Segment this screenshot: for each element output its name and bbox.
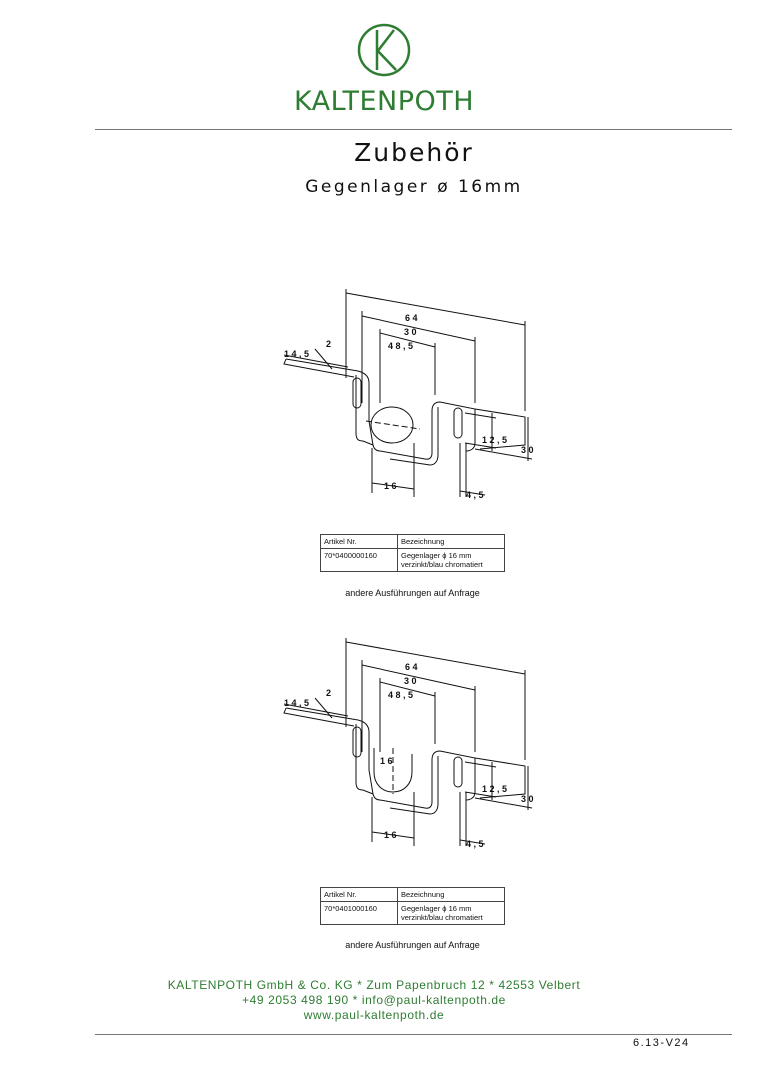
header-designation: Bezeichnung xyxy=(398,888,505,902)
article-number: 70*0400000160 xyxy=(321,549,398,572)
dim-30: 3 0 xyxy=(404,676,417,686)
dim-12-5: 1 2 , 5 xyxy=(482,435,508,445)
article-description xyxy=(398,549,505,572)
article-table-2 xyxy=(320,887,505,925)
header-divider xyxy=(95,129,732,130)
header-article-no: Artikel Nr. xyxy=(321,535,398,549)
description-line2: verzinkt/blau chromatiert xyxy=(401,913,483,922)
dim-12-5: 1 2 , 5 xyxy=(482,784,508,794)
dim-4-5: 4 , 5 xyxy=(466,490,484,500)
dim-64: 6 4 xyxy=(405,313,418,323)
article-number: 70*0401000160 xyxy=(321,902,398,925)
dim-64: 6 4 xyxy=(405,662,418,672)
footer-contact: +49 2053 498 190 * info@paul-kaltenpoth.de xyxy=(242,993,506,1007)
availability-note-1: andere Ausführungen auf Anfrage xyxy=(345,588,480,598)
page-subtitle: Gegenlager ø 16mm xyxy=(305,177,523,197)
dim-16: 1 6 xyxy=(384,481,397,491)
company-logo xyxy=(0,20,768,82)
article-description xyxy=(398,902,505,925)
footer-divider xyxy=(95,1034,732,1035)
dim-4-5: 4 , 5 xyxy=(466,839,484,849)
footer-website: www.paul-kaltenpoth.de xyxy=(303,1008,445,1022)
description-line1: Gegenlager ϕ 16 mm xyxy=(401,551,472,560)
availability-note-2: andere Ausführungen auf Anfrage xyxy=(345,940,480,950)
dim-2: 2 xyxy=(326,688,332,698)
dim-48-5: 4 8 , 5 xyxy=(388,690,414,700)
dim-30-height: 3 0 xyxy=(521,794,534,804)
description-line2: verzinkt/blau chromatiert xyxy=(401,560,483,569)
logo-k-icon xyxy=(356,20,412,82)
description-line1: Gegenlager ϕ 16 mm xyxy=(401,904,472,913)
brand-name: KALTENPOTH xyxy=(293,86,475,117)
dim-30: 3 0 xyxy=(404,327,417,337)
dim-16-inner: 1 6 xyxy=(380,756,393,766)
document-version: 6.13-V24 xyxy=(633,1037,690,1049)
technical-drawing-2 xyxy=(270,632,560,857)
footer-address: KALTENPOTH GmbH & Co. KG * Zum Papenbruch 12 * 42553 Velbert xyxy=(167,978,581,992)
dim-14-5: 1 4 , 5 xyxy=(284,349,310,359)
dim-30-height: 3 0 xyxy=(521,445,534,455)
dim-48-5: 4 8 , 5 xyxy=(388,341,414,351)
dim-16: 1 6 xyxy=(384,830,397,840)
article-table-1 xyxy=(320,534,505,572)
page-title: Zubehör xyxy=(354,138,474,167)
dim-14-5: 1 4 , 5 xyxy=(284,698,310,708)
header-article-no: Artikel Nr. xyxy=(321,888,398,902)
dim-2: 2 xyxy=(326,339,332,349)
technical-drawing-1 xyxy=(270,283,560,508)
header-designation: Bezeichnung xyxy=(398,535,505,549)
